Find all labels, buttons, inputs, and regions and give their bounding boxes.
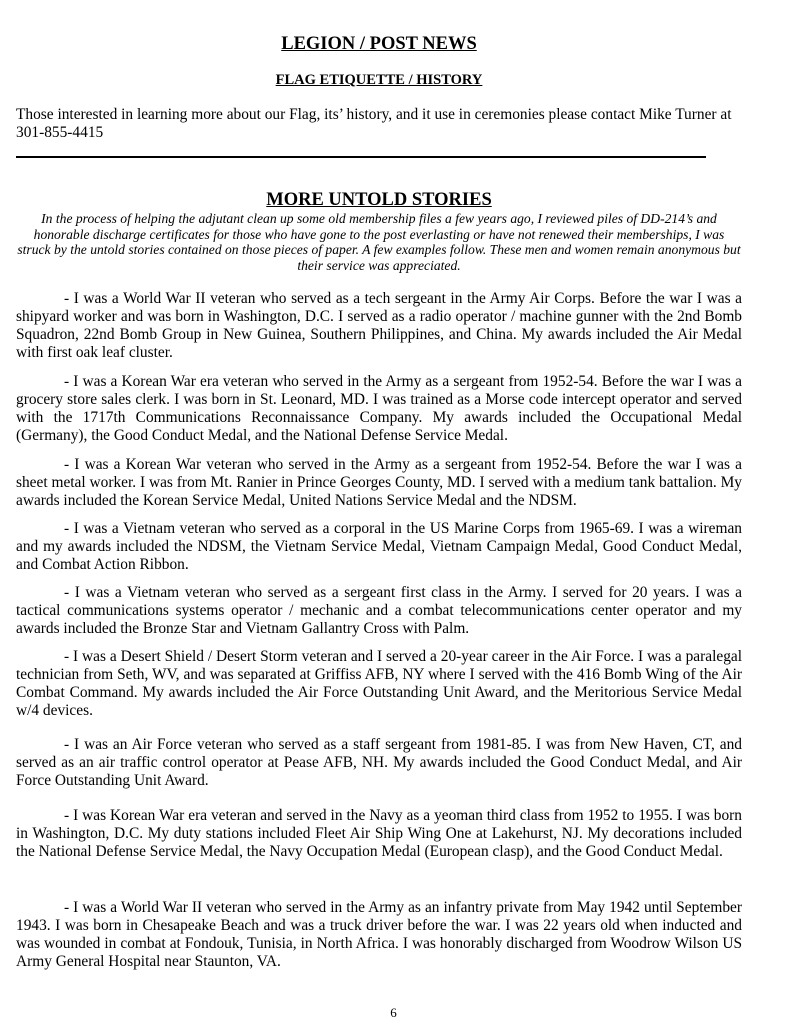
flag-etiquette-subtitle: FLAG ETIQUETTE / HISTORY: [275, 72, 483, 88]
story-paragraph: - I was a Vietnam veteran who served as a sergeant first class in the Army. I served for 20 years. I was a tactical communications systems operator / mechanic and a combat telecommunications center operator and my awards included the Bronze Star and Vietnam Gallantry Cross with Palm.: [16, 584, 742, 637]
story-paragraph: - I was a Korean War era veteran who served in the Army as a sergeant from 1952-54. Before the war I was a grocery store sales clerk. I was born in St. Leonard, MD. I was trained as a Morse code intercept operator and served with the 1717th Communications Reconnaissance Company. My awards included the Occupational Medal (Germany), the Good Conduct Medal, and the National Defense Service Medal.: [16, 373, 742, 444]
page-number: 6: [390, 1005, 397, 1020]
untold-stories-title: MORE UNTOLD STORIES: [266, 190, 492, 210]
page-title: LEGION / POST NEWS: [281, 34, 477, 54]
story-paragraph: - I was a Korean War veteran who served in the Army as a sergeant from 1952-54. Before the war I was a sheet metal worker. I was from Mt. Ranier in Prince Georges County, MD. I served with a medium tank battalion. My awards included the Korean Service Medal, United Nations Service Medal and the NDSM.: [16, 456, 742, 509]
flag-contact-paragraph: Those interested in learning more about our Flag, its’ history, and it use in ceremonies please contact Mike Turner at 301-855-4415: [16, 106, 732, 141]
story-paragraph: - I was a Desert Shield / Desert Storm veteran and I served a 20-year career in the Air Force. I was a paralegal technician from Seth, WV, and was separated at Griffiss AFB, NY where I served with the 416 Bomb Wing of the Air Combat Command. My awards included the Air Force Outstanding Unit Award, and the Meritorious Service Medal w/4 devices.: [16, 648, 742, 719]
story-paragraph: - I was a Vietnam veteran who served as a corporal in the US Marine Corps from 1965-69. I was a wireman and my awards included the NDSM, the Vietnam Service Medal, Vietnam Campaign Medal, Good Conduct Medal, and Combat Action Ribbon.: [16, 520, 742, 573]
untold-stories-intro: In the process of helping the adjutant clean up some old membership files a few years ago, I reviewed piles of DD-214’s and honorable discharge certificates for those who have gone to the post everlasting or have not renewed their memberships, I was struck by the untold stories contained on those pieces of paper. A few examples follow. These men and women remain anonymous but their service was appreciated.: [17, 211, 741, 273]
section-divider: [16, 156, 706, 158]
story-paragraph: - I was a World War II veteran who served as a tech sergeant in the Army Air Corps. Before the war I was a shipyard worker and was born in Washington, D.C. I served as a radio operator / machine gunner with the 2nd Bomb Squadron, 22nd Bomb Group in New Guinea, Southern Philippines, and China. My awards included the Air Medal with first oak leaf cluster.: [16, 290, 742, 361]
story-paragraph: - I was Korean War era veteran and served in the Navy as a yeoman third class from 1952 to 1955. I was born in Washington, D.C. My duty stations included Fleet Air Ship Wing One at Lakehurst, NJ. My decorations included the National Defense Service Medal, the Navy Occupation Medal (European clasp), and the Good Conduct Medal.: [16, 807, 742, 860]
story-paragraph: - I was an Air Force veteran who served as a staff sergeant from 1981-85. I was from New Haven, CT, and served as an air traffic control operator at Pease AFB, NH. My awards included the Good Conduct Medal, and Air Force Outstanding Unit Award.: [16, 736, 742, 789]
story-paragraph: - I was a World War II veteran who served in the Army as an infantry private from May 1942 until September 1943. I was born in Chesapeake Beach and was a truck driver before the war. I was 22 years old when inducted and was wounded in combat at Fondouk, Tunisia, in North Africa. I was honorably discharged from Woodrow Wilson US Army General Hospital near Staunton, VA.: [16, 899, 742, 970]
